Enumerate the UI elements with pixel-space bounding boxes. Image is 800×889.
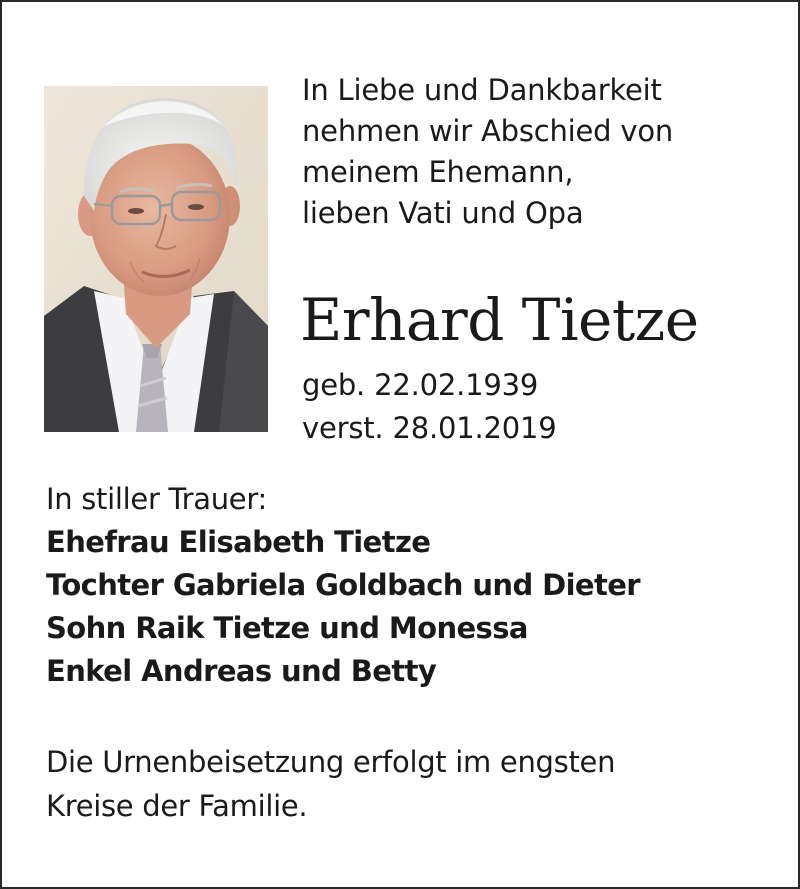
intro-line: lieben Vati und Opa [302, 196, 584, 230]
mourner-entry: Tochter Gabriela Goldbach und Dieter [46, 568, 641, 602]
intro-line: In Liebe und Dankbarkeit [302, 73, 662, 107]
burial-notice [46, 740, 615, 828]
deceased-name: Erhard Tietze [300, 286, 699, 354]
mourner-entry: Ehefrau Elisabeth Tietze [46, 525, 431, 559]
intro-line: nehmen wir Abschied von [302, 114, 674, 148]
portrait-image [44, 86, 268, 432]
notice-line: Die Urnenbeisetzung erfolgt im engsten [46, 745, 616, 779]
mourner-entry: Sohn Raik Tietze und Monessa [46, 611, 528, 645]
notice-line: Kreise der Familie. [46, 789, 308, 823]
death-date: verst. 28.01.2019 [302, 411, 557, 445]
birth-date: geb. 22.02.1939 [302, 368, 539, 402]
intro-line: meinem Ehemann, [302, 155, 574, 189]
life-dates [302, 364, 557, 450]
portrait-photo [44, 86, 268, 432]
intro-text [302, 70, 762, 234]
mourners-list [46, 478, 640, 693]
mourner-entry: Enkel Andreas und Betty [46, 654, 437, 688]
mourners-lead: In stiller Trauer: [46, 482, 267, 516]
